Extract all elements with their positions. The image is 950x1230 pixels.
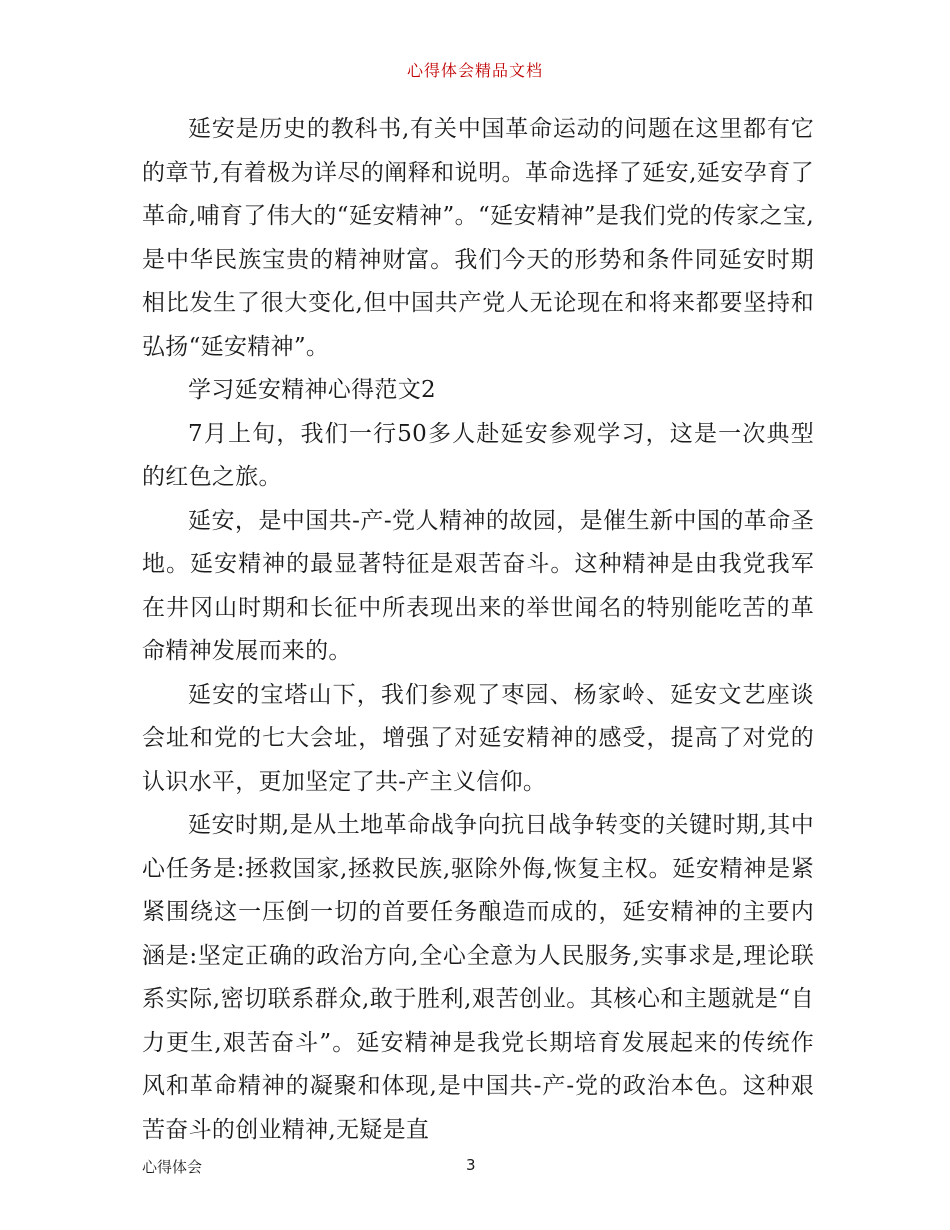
page-number: 3 [466,1156,476,1174]
document-body [142,108,814,1152]
footer-label: 心得体会 [142,1158,203,1176]
paragraph-baota-mountain: 延安的宝塔山下，我们参观了枣园、杨家岭、延安文艺座谈会址和党的七大会址，增强了对延安精神的感受，提高了对党的认识水平，更加坚定了共-产主义信仰。 [142,681,814,795]
paragraph-section-title: 学习延安精神心得范文2 [188,377,436,403]
paragraph-yanan-period: 延安时期,是从土地革命战争向抗日战争转变的关键时期,其中心任务是:拯救国家,拯救民族,驱除外侮,恢复主权。延安精神是紧紧围绕这一压倒一切的首要任务酿造而成的，延安精神的主要内涵是:坚定正确的政治方向,全心全意为人民服务,实事求是,理论联系实际,密切联系群众,敢于胜利,艰苦创业。其核心和主题就是“自力更生,艰苦奋斗”。延安精神是我党长期培育发展起来的传统作风和革命精神的凝聚和体现,是中国共-产-党的政治本色。这种艰苦奋斗的创业精神,无疑是直 [142,812,814,1143]
paragraph-yanan-hometown: 延安，是中国共-产-党人精神的故园，是催生新中国的革命圣地。延安精神的最显著特征是艰苦奋斗。这种精神是由我党我军在井冈山时期和长征中所表现出来的举世闻名的特别能吃苦的革命精神发展而来的。 [142,507,814,664]
paragraph-july-trip: 7月上旬，我们一行50多人赴延安参观学习，这是一次典型的红色之旅。 [142,420,814,490]
paragraph-yanan-history: 延安是历史的教科书,有关中国革命运动的问题在这里都有它的章节,有着极为详尽的阐释和说明。革命选择了延安,延安孕育了革命,哺育了伟大的“延安精神”。“延安精神”是我们党的传家之宝,是中华民族宝贵的精神财富。我们今天的形势和条件同延安时期相比发生了很大变化,但中国共产党人无论现在和将来都要坚持和弘扬“延安精神”。 [142,116,814,360]
document-header-title: 心得体会精品文档 [406,61,543,80]
